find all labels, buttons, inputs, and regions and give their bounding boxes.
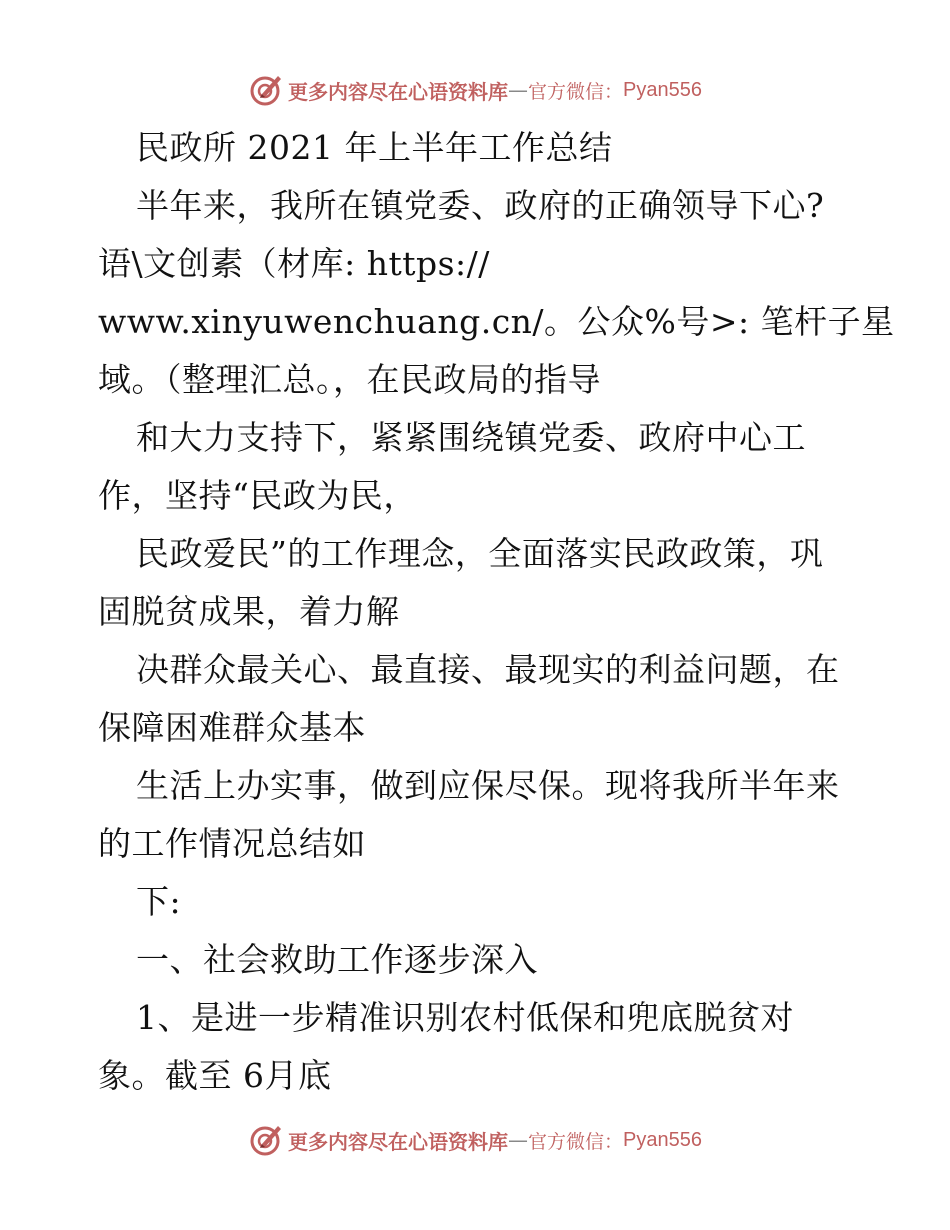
paragraph-line: 象。截至 6月底 [98,1056,332,1095]
pen-swirl-logo-icon [248,1122,284,1158]
document-title: 民政所 2021 年上半年工作总结 [136,128,613,167]
paragraph-line: 生活上办实事，做到应保尽保。现将我所半年来 [136,766,840,805]
watermark-brand-text: 更多内容尽在心语资料库 [288,1129,508,1154]
paragraph-line: 和大力支持下，紧紧围绕镇党委、政府中心工 [136,418,806,457]
paragraph-line: 固脱贫成果，着力解 [98,592,400,631]
watermark-brand-text: 更多内容尽在心语资料库 [288,79,508,104]
paragraph-line: www.xinyuwenchuang.cn/。公众%号>: 笔杆子星 [98,302,895,341]
paragraph-line: 民政爱民”的工作理念，全面落实民政政策，巩 [136,534,824,573]
paragraph-line: 的工作情况总结如 [98,824,366,863]
paragraph-line: 决群众最关心、最直接、最现实的利益问题，在 [136,650,840,689]
watermark-wechat-id: Pyan556 [623,1128,702,1151]
paragraph-line: 保障困难群众基本 [98,708,366,747]
paragraph-line: 1、是进一步精准识别农村低保和兜底脱贫对 [136,998,794,1037]
watermark-separator: — [508,1128,528,1152]
paragraph-line: 域。（整理汇总。，在民政局的指导 [98,360,601,399]
watermark-wechat-label: 官方微信： [528,1130,624,1153]
paragraph-line: 语\文创素（材库: https:// [98,244,490,283]
watermark-wechat-label: 官方微信： [528,80,624,103]
paragraph-line: 下: [136,882,182,921]
section-heading: 一、社会救助工作逐步深入 [136,940,538,979]
watermark-wechat-id: Pyan556 [623,78,702,101]
paragraph-line: 半年来，我所在镇党委、政府的正确领导下心? [136,186,825,225]
watermark-separator: — [508,78,528,102]
watermark-banner-bottom [0,1118,950,1162]
paragraph-line: 作，坚持“民政为民， [98,476,417,515]
